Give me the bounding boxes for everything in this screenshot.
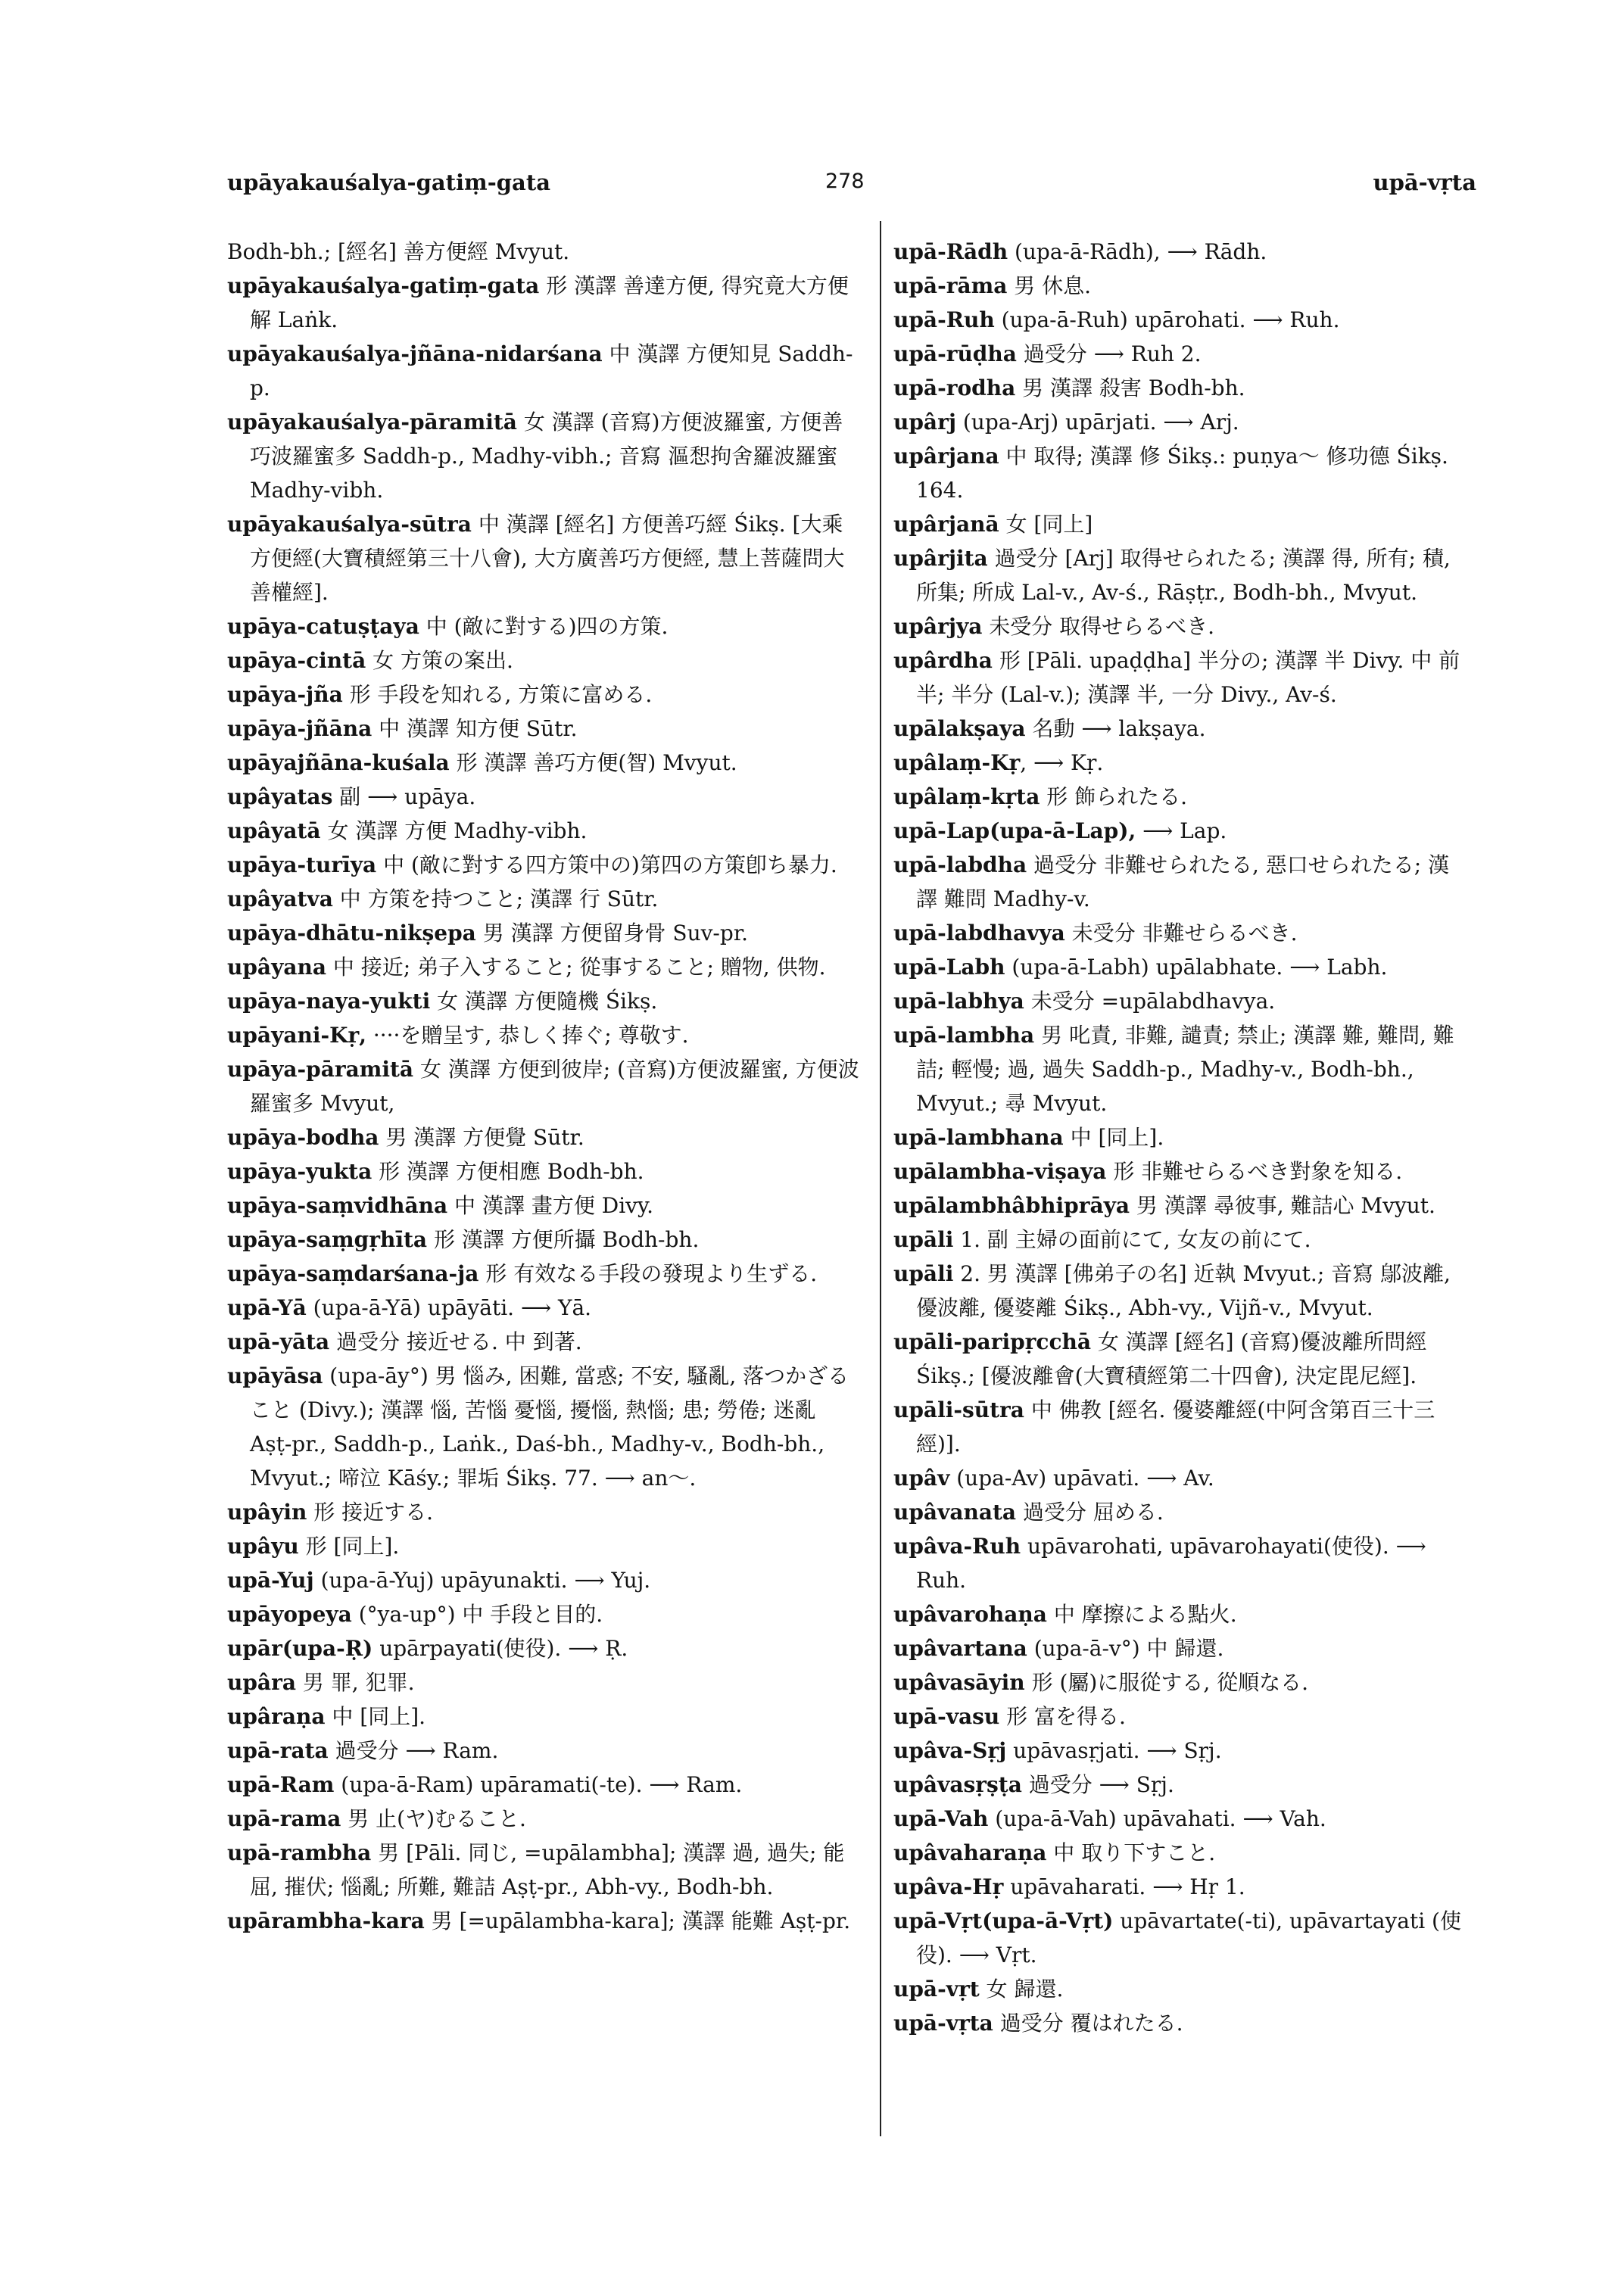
dictionary-entry xyxy=(893,814,1469,848)
dictionary-entry xyxy=(227,269,863,337)
entry-headword: upâvasāyin xyxy=(893,1670,1025,1695)
entry-definition: (upa-ā-Labh) upālabhate. ⟶ Labh. xyxy=(1005,955,1388,980)
dictionary-entry xyxy=(893,643,1469,712)
dictionary-entry xyxy=(893,507,1469,541)
dictionary-entry xyxy=(893,303,1469,337)
dictionary-entry xyxy=(227,1904,863,1938)
dictionary-entry xyxy=(893,1904,1469,1972)
entry-headword: upâva-Sṛj xyxy=(893,1738,1007,1763)
entry-definition: 男 漢譯 殺害 Bodh-bh. xyxy=(1015,375,1245,400)
dictionary-entry xyxy=(227,1734,863,1768)
entry-definition: 過受分 ⟶ Ruh 2. xyxy=(1016,341,1202,366)
dictionary-entry xyxy=(227,405,863,507)
entry-definition: Bodh-bh.; [經名] 善方便經 Mvyut. xyxy=(227,239,570,264)
entry-headword: upāya-naya-yukti xyxy=(227,989,431,1014)
entry-headword: upâyin xyxy=(227,1500,307,1525)
entry-definition: 男 漢譯 方便覺 Sūtr. xyxy=(379,1125,584,1150)
entry-headword: upā-labhya xyxy=(893,989,1024,1014)
entry-definition: upāvaharati. ⟶ Hṛ 1. xyxy=(1003,1874,1245,1899)
dictionary-entry xyxy=(893,1699,1469,1734)
entry-headword: upāya-catuṣṭaya xyxy=(227,614,419,639)
entry-definition: 過受分 接近せる. 中 到著. xyxy=(329,1329,582,1354)
dictionary-entry xyxy=(227,1768,863,1802)
dictionary-entry xyxy=(227,1699,863,1734)
entry-definition: 副 ⟶ upāya. xyxy=(332,784,476,809)
entry-headword: upā-Yuj xyxy=(227,1568,314,1593)
entry-headword: upā-rāma xyxy=(893,273,1008,298)
entry-headword: upālambhâbhiprāya xyxy=(893,1193,1130,1218)
entry-definition: upāvarohati, upāvarohayati(使役). ⟶ Ruh. xyxy=(916,1534,1426,1593)
entry-definition: 中 取得; 漢譯 修 Śikṣ.: puṇya〜 修功德 Śikṣ. 164. xyxy=(916,444,1448,503)
entry-headword: upāyopeya xyxy=(227,1602,352,1627)
entry-headword: upālakṣaya xyxy=(893,716,1026,741)
dictionary-entry xyxy=(227,337,863,405)
entry-definition: 女 [同上] xyxy=(999,512,1093,537)
dictionary-entry xyxy=(227,1189,863,1223)
entry-headword: upâyatā xyxy=(227,818,321,843)
dictionary-entry xyxy=(227,1018,863,1052)
entry-headword: upâyatva xyxy=(227,886,333,911)
entry-definition: 1. 副 主婦の面前にて, 女友の前にて. xyxy=(953,1227,1311,1252)
entry-definition: 未受分 =upālabdhavya. xyxy=(1024,989,1276,1014)
dictionary-entry xyxy=(893,609,1469,643)
dictionary-entry xyxy=(227,984,863,1018)
dictionary-entry xyxy=(893,1325,1469,1393)
running-head xyxy=(227,170,1476,200)
dictionary-entry xyxy=(227,950,863,984)
entry-headword: upāyakauśalya-jñāna-nidarśana xyxy=(227,341,603,366)
dictionary-entry xyxy=(893,984,1469,1018)
dictionary-entry xyxy=(893,1257,1469,1325)
dictionary-entry xyxy=(893,1120,1469,1154)
dictionary-entry xyxy=(893,1495,1469,1529)
entry-definition: 過受分 ⟶ Ram. xyxy=(328,1738,499,1763)
entry-headword: upāya-cintā xyxy=(227,648,366,673)
entry-headword: upârdha xyxy=(893,648,993,673)
dictionary-entry xyxy=(893,1665,1469,1699)
entry-definition: 過受分 覆はれたる. xyxy=(993,2011,1183,2036)
dictionary-entry xyxy=(893,371,1469,405)
dictionary-entry xyxy=(227,1120,863,1154)
entry-headword: upā-Ruh xyxy=(893,307,995,332)
entry-definition: 中 (敵に對する四方策中の)第四の方策卽ち暴力. xyxy=(376,852,837,877)
entry-definition: 未受分 非難せらるべき. xyxy=(1064,921,1298,946)
entry-headword: upârjanā xyxy=(893,512,999,537)
dictionary-entry xyxy=(227,814,863,848)
entry-definition: (upa-ā-Rādh), ⟶ Rādh. xyxy=(1008,239,1267,264)
entry-definition: 過受分 非難せられたる, 惡口せられたる; 漢譯 難問 Madhy-v. xyxy=(916,852,1450,911)
entry-definition: 女 漢譯 [經名] (音寫)優波離所問經 Śikṣ.; [優波離會(大寶積經第二十四會), 決定毘尼經]. xyxy=(916,1329,1427,1388)
entry-definition: 中 取り下すこと. xyxy=(1046,1840,1216,1865)
entry-headword: upâra xyxy=(227,1670,296,1695)
entry-headword: upā-rama xyxy=(227,1806,341,1831)
entry-headword: upâlaṃ-Kṛ xyxy=(893,750,1021,775)
dictionary-entry xyxy=(893,541,1469,609)
dictionary-entry xyxy=(893,746,1469,780)
dictionary-entry xyxy=(893,1223,1469,1257)
dictionary-entry xyxy=(893,269,1469,303)
dictionary-entry xyxy=(893,1802,1469,1836)
entry-definition: (upa-ā-v°) 中 歸還. xyxy=(1027,1636,1224,1661)
entry-definition: upāvasṛjati. ⟶ Sṛj. xyxy=(1006,1738,1222,1763)
entry-definition: 男 [Pāli. 同じ, =upālambha]; 漢譯 過, 過失; 能屈, 摧伏; 惱亂; 所難, 難詰 Aṣṭ-pr., Abh-vy., Bodh-bh. xyxy=(250,1840,845,1899)
entry-definition: 中 方策を持つこと; 漢譯 行 Sūtr. xyxy=(332,886,659,911)
entry-headword: upāli-paripṛcchā xyxy=(893,1329,1092,1354)
entry-headword: upāyakauśalya-sūtra xyxy=(227,512,472,537)
entry-headword: upâvasṛṣṭa xyxy=(893,1772,1022,1797)
dictionary-entry xyxy=(227,507,863,609)
dictionary-entry xyxy=(227,1563,863,1597)
entry-definition: 未受分 取得せらるべき. xyxy=(982,614,1215,639)
dictionary-entry xyxy=(227,1836,863,1904)
dictionary-entry xyxy=(227,848,863,882)
dictionary-entry xyxy=(227,1802,863,1836)
entry-headword: upā-lambha xyxy=(893,1023,1035,1048)
entry-definition: 形 漢譯 善巧方便(智) Mvyut. xyxy=(449,750,737,775)
dictionary-entry xyxy=(893,1393,1469,1461)
entry-headword: upā-rata xyxy=(227,1738,329,1763)
right-column xyxy=(893,235,1469,2040)
entry-headword: upāli xyxy=(893,1261,954,1286)
entry-definition: 中 漢譯 知方便 Sūtr. xyxy=(372,716,578,741)
dictionary-entry xyxy=(227,1052,863,1120)
entry-headword: upāya-saṃdarśana-ja xyxy=(227,1261,479,1286)
dictionary-entry xyxy=(227,1631,863,1665)
entry-headword: upâva-Ruh xyxy=(893,1534,1021,1559)
entry-definition: 形 漢譯 方便所攝 Bodh-bh. xyxy=(427,1227,700,1252)
entry-headword: upā-Yā xyxy=(227,1295,307,1320)
entry-headword: upāli-sūtra xyxy=(893,1397,1024,1422)
entry-definition: 形 富を得る. xyxy=(999,1704,1126,1729)
entry-headword: upā-Ram xyxy=(227,1772,335,1797)
entry-definition: 形 (屬)に服從する, 從順なる. xyxy=(1024,1670,1309,1695)
entry-headword: upāyakauśalya-gatiṃ-gata xyxy=(227,273,540,298)
entry-headword: upārambha-kara xyxy=(227,1908,425,1933)
entry-headword: upā-lambhana xyxy=(893,1125,1064,1150)
dictionary-entry xyxy=(893,712,1469,746)
entry-definition: 中 [同上]. xyxy=(325,1704,426,1729)
entry-headword: upār(upa-Ṛ) xyxy=(227,1636,373,1661)
entry-headword: upā-Vṛt(upa-ā-Vṛt) xyxy=(893,1908,1114,1933)
entry-headword: upârjita xyxy=(893,546,988,571)
entry-definition: (upa-ā-Vah) upāvahati. ⟶ Vah. xyxy=(988,1806,1326,1831)
entry-definition: 女 漢譯 方便隨機 Śikṣ. xyxy=(430,989,658,1014)
entry-definition: 男 漢譯 方便留身骨 Suv-pr. xyxy=(475,921,749,946)
entry-headword: upā-Labh xyxy=(893,955,1005,980)
entry-definition: 男 漢譯 尋彼事, 難詰心 Mvyut. xyxy=(1130,1193,1435,1218)
entry-headword: upāyani-Kṛ, xyxy=(227,1023,366,1048)
entry-definition: 2. 男 漢譯 [佛弟子の名] 近執 Mvyut.; 音寫 鄔波離, 優波離, 優婆離 Śikṣ., Abh-vy., Vijñ-v., Mvyut. xyxy=(916,1261,1451,1320)
entry-headword: upāya-turīya xyxy=(227,852,377,877)
entry-definition: 男 止(ヤ)むること. xyxy=(341,1806,526,1831)
entry-definition: 形 有效なる手段の發現より生ずる. xyxy=(478,1261,818,1286)
entry-definition: 形 非難せらるべき對象を知る. xyxy=(1106,1159,1403,1184)
dictionary-entry xyxy=(893,337,1469,371)
entry-definition: 中 漢譯 畫方便 Divy. xyxy=(447,1193,653,1218)
entry-definition: 中 [同上]. xyxy=(1063,1125,1164,1150)
entry-definition: (°ya-up°) 中 手段と目的. xyxy=(351,1602,603,1627)
dictionary-entry xyxy=(893,916,1469,950)
entry-headword: upâva-Hṛ xyxy=(893,1874,1004,1899)
entry-headword: upâvarohaṇa xyxy=(893,1602,1047,1627)
entry-headword: upāya-yukta xyxy=(227,1159,372,1184)
dictionary-entry xyxy=(227,882,863,916)
entry-definition: 女 漢譯 (音寫)方便波羅蜜, 方便善巧波羅蜜多 Saddh-p., Madhy-vibh.; 音寫 漚惒拘舍羅波羅蜜 Madhy-vibh. xyxy=(250,410,843,503)
entry-headword: upā-rodha xyxy=(893,375,1016,400)
entry-headword: upârjya xyxy=(893,614,983,639)
entry-definition: 形 手段を知れる, 方策に富める. xyxy=(342,682,653,707)
dictionary-entry xyxy=(893,1768,1469,1802)
dictionary-entry xyxy=(227,1223,863,1257)
entry-definition: 形 [同上]. xyxy=(298,1534,400,1559)
entry-headword: upāya-dhātu-nikṣepa xyxy=(227,921,476,946)
dictionary-entry xyxy=(893,1972,1469,2006)
dictionary-entry xyxy=(893,950,1469,984)
entry-definition: 過受分 [Arj] 取得せられたる; 漢譯 得, 所有; 積, 所集; 所成 Lal-v., Av-ś., Rāṣṭr., Bodh-bh., Mvyut. xyxy=(916,546,1451,605)
entry-definition: 中 漢譯 [經名] 方便善巧經 Śikṣ. [大乘方便經(大寶積經第三十八會), 大方廣善巧方便經, 慧上菩薩問大善權經]. xyxy=(250,512,845,605)
dictionary-entry xyxy=(227,1154,863,1189)
entry-headword: upāyakauśalya-pāramitā xyxy=(227,410,517,435)
entry-headword: upāya-saṃvidhāna xyxy=(227,1193,448,1218)
entry-definition: 過受分 ⟶ Sṛj. xyxy=(1021,1772,1174,1797)
entry-headword: upā-Lap(upa-ā-Lap), xyxy=(893,818,1136,843)
dictionary-entry xyxy=(227,678,863,712)
entry-definition: 中 摩擦による點火. xyxy=(1046,1602,1237,1627)
entry-headword: upāya-bodha xyxy=(227,1125,379,1150)
dictionary-entry xyxy=(227,1291,863,1325)
entry-definition: (upa-āy°) 男 惱み, 困難, 當惑; 不安, 騷亂, 落つかざること (Divy.); 漢譯 惱, 苦惱 憂惱, 擾惱, 熱惱; 患; 勞倦; 迷亂 Aṣṭ-pr., Saddh-p., Laṅk., Daś-bh., Madhy-v., Bodh-bh., Mvyut.; 啼泣 Kāśy.; 罪垢 Śikṣ. 77. ⟶ an〜. xyxy=(250,1363,849,1491)
entry-headword: upâvanata xyxy=(893,1500,1017,1525)
page-number: 278 xyxy=(825,170,865,193)
entry-definition: 男 休息. xyxy=(1007,273,1092,298)
header-left-guideword: upāyakauśalya-gatiṃ-gata xyxy=(227,170,551,195)
entry-definition: 中 接近; 弟子入すること; 從事すること; 贈物, 供物. xyxy=(326,955,826,980)
entry-definition: (upa-ā-Ruh) upārohati. ⟶ Ruh. xyxy=(994,307,1340,332)
entry-headword: upâraṇa xyxy=(227,1704,326,1729)
entry-headword: upā-Vah xyxy=(893,1806,989,1831)
dictionary-entry xyxy=(893,1734,1469,1768)
entry-definition: 形 接近する. xyxy=(307,1500,434,1525)
dictionary-entry xyxy=(227,1529,863,1563)
dictionary-entry xyxy=(893,1597,1469,1631)
entry-definition: (upa-ā-Yā) upāyāti. ⟶ Yā. xyxy=(306,1295,592,1320)
entry-definition: (upa-Arj) upārjati. ⟶ Arj. xyxy=(955,410,1239,435)
entry-headword: upā-labdha xyxy=(893,852,1027,877)
entry-definition: 形 [Pāli. upaḍḍha] 半分の; 漢譯 半 Divy. 中 前半; 半分 (Lal-v.); 漢譯 半, 一分 Divy., Av-ś. xyxy=(916,648,1460,707)
entry-definition: 形 漢譯 善達方便, 得究竟大方便解 Laṅk. xyxy=(250,273,849,332)
entry-headword: upâv xyxy=(893,1466,950,1491)
dictionary-entry xyxy=(893,405,1469,439)
entry-headword: upāyāsa xyxy=(227,1363,323,1388)
entry-definition: 中 (敵に對する)四の方策. xyxy=(419,614,669,639)
dictionary-entry xyxy=(893,1836,1469,1870)
entry-headword: upâyana xyxy=(227,955,326,980)
entry-headword: upālambha-viṣaya xyxy=(893,1159,1107,1184)
entry-definition: upārpayati(使役). ⟶ Ṛ. xyxy=(372,1636,628,1661)
entry-definition: 形 漢譯 方便相應 Bodh-bh. xyxy=(372,1159,644,1184)
dictionary-entry xyxy=(893,235,1469,269)
dictionary-entry xyxy=(227,1665,863,1699)
entry-headword: upā-rūḍha xyxy=(893,341,1017,366)
entry-headword: upā-rambha xyxy=(227,1840,372,1865)
entry-headword: upāli xyxy=(893,1227,954,1252)
entry-headword: upāya-jñāna xyxy=(227,716,372,741)
dictionary-entry xyxy=(893,780,1469,814)
entry-headword: upâvartana xyxy=(893,1636,1027,1661)
dictionary-entry xyxy=(893,1189,1469,1223)
left-column xyxy=(227,235,863,1938)
dictionary-entry xyxy=(893,1018,1469,1120)
dictionary-entry xyxy=(227,1257,863,1291)
entry-definition: 名動 ⟶ lakṣaya. xyxy=(1025,716,1206,741)
entry-headword: upā-vasu xyxy=(893,1704,1000,1729)
entry-definition: ····を贈呈す, 恭しく捧ぐ; 尊敬す. xyxy=(366,1023,689,1048)
entry-definition: 女 漢譯 方便到彼岸; (音寫)方便波羅蜜, 方便波羅蜜多 Mvyut, xyxy=(250,1057,859,1116)
entry-headword: upā-vṛt xyxy=(893,1977,980,2002)
entry-headword: upā-Rādh xyxy=(893,239,1008,264)
dictionary-entry xyxy=(227,712,863,746)
entry-headword: upāya-jña xyxy=(227,682,343,707)
entry-headword: upāya-pāramitā xyxy=(227,1057,414,1082)
dictionary-entry xyxy=(227,1359,863,1495)
dictionary-entry xyxy=(227,1495,863,1529)
dictionary-entry xyxy=(227,916,863,950)
entry-headword: upā-labdhavya xyxy=(893,921,1065,946)
dictionary-entry xyxy=(893,439,1469,507)
entry-definition: 形 飾られたる. xyxy=(1040,784,1188,809)
entry-definition: 男 [=upālambha-kara]; 漢譯 能難 Aṣṭ-pr. xyxy=(424,1908,851,1933)
dictionary-entry xyxy=(227,780,863,814)
entry-definition: (upa-ā-Ram) upāramati(-te). ⟶ Ram. xyxy=(334,1772,743,1797)
dictionary-entry xyxy=(227,746,863,780)
entry-headword: upā-vṛta xyxy=(893,2011,993,2036)
entry-definition: 中 佛教 [經名. 優婆離經(中阿含第百三十三經)]. xyxy=(916,1397,1435,1456)
entry-definition: 過受分 屈める. xyxy=(1016,1500,1164,1525)
dictionary-entry xyxy=(227,235,863,269)
entry-definition: , ⟶ Kṛ. xyxy=(1020,750,1104,775)
entry-definition: (upa-ā-Yuj) upāyunakti. ⟶ Yuj. xyxy=(313,1568,651,1593)
dictionary-entry xyxy=(227,643,863,678)
entry-definition: 女 方策の案出. xyxy=(366,648,513,673)
dictionary-entry xyxy=(893,2006,1469,2040)
entry-definition: 女 歸還. xyxy=(979,1977,1064,2002)
entry-definition: 女 漢譯 方便 Madhy-vibh. xyxy=(320,818,588,843)
entry-definition: (upa-Av) upāvati. ⟶ Av. xyxy=(949,1466,1214,1491)
entry-headword: upāyajñāna-kuśala xyxy=(227,750,450,775)
entry-definition: 中 漢譯 方便知見 Saddh-p. xyxy=(250,341,853,400)
entry-definition: 男 罪, 犯罪. xyxy=(295,1670,415,1695)
entry-definition: ⟶ Lap. xyxy=(1136,818,1227,843)
entry-headword: upâlaṃ-kṛta xyxy=(893,784,1040,809)
dictionary-entry xyxy=(227,609,863,643)
dictionary-entry xyxy=(893,1631,1469,1665)
dictionary-entry xyxy=(893,1870,1469,1904)
entry-headword: upā-yāta xyxy=(227,1329,330,1354)
entry-definition: upāvartate(-ti), upāvartayati (使役). ⟶ Vṛt. xyxy=(916,1908,1461,1967)
column-divider xyxy=(880,221,881,2136)
entry-headword: upârj xyxy=(893,410,956,435)
dictionary-entry xyxy=(893,1529,1469,1597)
header-right-guideword: upā-vṛta xyxy=(1373,170,1476,195)
entry-headword: upâyatas xyxy=(227,784,333,809)
dictionary-entry xyxy=(893,1154,1469,1189)
entry-headword: upâyu xyxy=(227,1534,299,1559)
entry-headword: upârjana xyxy=(893,444,999,469)
dictionary-entry xyxy=(227,1597,863,1631)
dictionary-entry xyxy=(893,848,1469,916)
dictionary-entry xyxy=(227,1325,863,1359)
dictionary-entry xyxy=(893,1461,1469,1495)
entry-headword: upâvaharaṇa xyxy=(893,1840,1047,1865)
entry-headword: upāya-saṃgṛhīta xyxy=(227,1227,428,1252)
entry-definition: 男 叱責, 非難, 譴責; 禁止; 漢譯 難, 難問, 難詰; 輕慢; 過, 過失 Saddh-p., Madhy-v., Bodh-bh., Mvyut.; 尋 Mvyut. xyxy=(916,1023,1454,1116)
